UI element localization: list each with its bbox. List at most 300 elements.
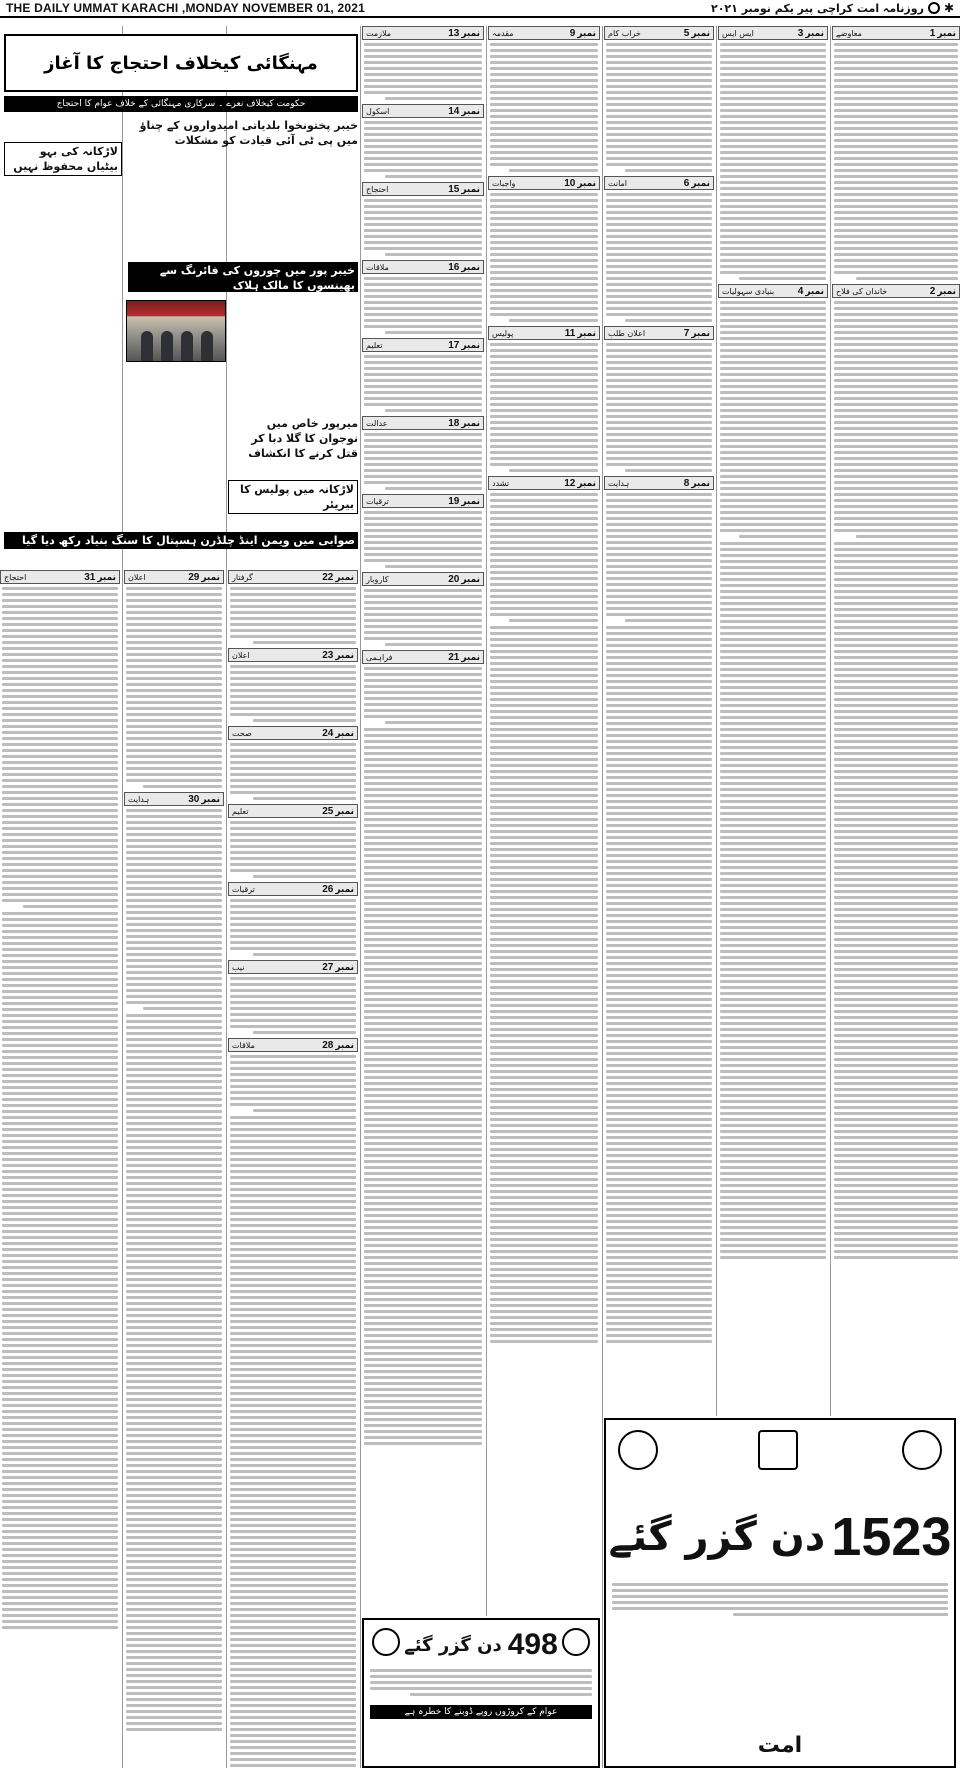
text-line [606,571,712,574]
text-line [364,974,482,977]
news-item-body [124,587,224,788]
text-line [126,1284,222,1287]
text-line [230,1224,356,1227]
text-line [230,707,356,710]
text-line [720,1004,826,1007]
text-line [2,1524,118,1527]
text-line [834,391,958,394]
text-line [2,1122,118,1125]
text-line [490,752,598,755]
news-item-header [362,338,484,352]
text-line [490,860,598,863]
text-line [126,965,222,968]
text-line [834,968,958,971]
text-line [490,902,598,905]
news-item-topic: ہدایت [608,478,630,488]
column-rule [122,26,123,1768]
text-line [720,854,826,857]
text-line [230,929,356,932]
text-line [490,1202,598,1205]
text-line [230,1164,356,1167]
text-line [606,800,712,803]
text-line [126,1038,222,1041]
text-line [606,668,712,671]
text-line [364,1118,482,1121]
text-line [606,559,712,562]
text-line [720,253,826,256]
text-line [606,914,712,917]
text-line [490,103,598,106]
ad-big-word: دن گزر گئے [608,1514,826,1560]
text-line [606,650,712,653]
text-line [126,1158,222,1161]
text-line [606,211,712,214]
text-line [834,1034,958,1037]
text-line [606,968,712,971]
news-item-number-value: 1 [929,27,936,39]
text-line [606,193,712,196]
text-line [2,617,118,620]
text-line [364,818,482,821]
text-line [2,749,118,752]
news-item-number-prefix: نمبر [335,650,354,661]
column-filler [604,626,714,1343]
text-line [606,583,712,586]
text-line [126,1680,222,1683]
text-line [834,529,958,532]
text-line [2,918,118,921]
column-4 [362,26,484,1616]
news-item-number-prefix: نمبر [335,1040,354,1051]
news-item-number-value: 8 [683,477,690,489]
news-item-body [488,343,600,472]
text-line [126,611,222,614]
text-line [364,1136,482,1139]
text-line [834,980,958,983]
text-line [720,584,826,587]
text-line [143,1007,222,1010]
text-line [490,632,598,635]
text-line [606,626,712,629]
text-line [126,1314,222,1317]
text-line [606,367,712,370]
text-line [2,1128,118,1131]
text-line [230,1410,356,1413]
text-line [720,1130,826,1133]
text-line [606,301,712,304]
text-line [606,499,712,502]
text-line [230,1584,356,1587]
news-item-body [228,899,358,956]
text-line [490,674,598,677]
text-line [490,379,598,382]
text-line [606,1166,712,1169]
text-line [2,1008,118,1011]
text-line [230,1494,356,1497]
text-line [2,1044,118,1047]
text-line [230,1019,356,1022]
text-line [2,1452,118,1455]
text-line [490,734,598,737]
news-item [0,570,120,908]
text-line [720,1052,826,1055]
text-line [230,1085,356,1088]
text-line [126,827,222,830]
text-line [2,899,118,902]
text-line [834,812,958,815]
text-line [364,746,482,749]
text-line [126,1344,222,1347]
text-line [230,1512,356,1515]
text-line [720,1022,826,1025]
text-line [2,647,118,650]
text-line [126,1014,222,1017]
text-line [720,950,826,953]
text-line [834,656,958,659]
text-line [606,205,712,208]
text-line [126,1338,222,1341]
text-line [490,1262,598,1265]
news-item-number [448,184,480,195]
news-item-header [362,494,484,508]
text-line [230,1500,356,1503]
text-line [490,1304,598,1307]
column-filler [832,542,960,1259]
text-line [490,1184,598,1187]
text-line [834,878,958,881]
news-item-topic: کاروبار [366,574,389,584]
text-line [230,1308,356,1311]
text-line [364,1094,482,1097]
photo-figure [201,331,213,361]
text-line [490,349,598,352]
text-line [606,541,712,544]
text-line [606,770,712,773]
text-line [606,854,712,857]
text-line [364,1172,482,1175]
text-line [720,523,826,526]
text-line [126,1062,222,1065]
text-line [126,1140,222,1143]
text-line [834,325,958,328]
text-line [720,794,826,797]
text-line [606,1058,712,1061]
text-line [490,1076,598,1079]
text-line [606,385,712,388]
text-line [720,313,826,316]
text-line [126,647,222,650]
text-line [490,1118,598,1121]
text-line [720,1028,826,1031]
masthead [0,0,960,18]
text-line [2,1596,118,1599]
text-line [720,590,826,593]
news-item-number-value: 15 [448,183,460,195]
text-line [834,1136,958,1139]
text-line [2,1170,118,1173]
text-line [606,1034,712,1037]
text-line [720,1244,826,1247]
text-line [230,1764,356,1767]
text-line [364,752,482,755]
text-line [834,163,958,166]
text-line [606,313,712,316]
text-line [126,1416,222,1419]
text-line [230,1566,356,1569]
text-line [720,109,826,112]
text-line [606,589,712,592]
text-line [606,962,712,965]
text-line [364,367,482,370]
text-line [606,1178,712,1181]
text-line [490,1070,598,1073]
text-line [126,1206,222,1209]
text-line [2,1272,118,1275]
text-line [364,1406,482,1409]
text-line [364,812,482,815]
text-line [2,1248,118,1251]
text-line [126,1194,222,1197]
text-line [606,265,712,268]
text-line [834,908,958,911]
news-item-body [362,355,484,412]
news-item-topic: گرفتار [232,572,253,582]
text-line [364,1142,482,1145]
text-line [490,283,598,286]
text-line [2,942,118,945]
text-line [625,469,712,472]
text-line [364,445,482,448]
news-item-body [124,809,224,1010]
text-line [720,692,826,695]
text-line [126,1050,222,1053]
text-line [834,974,958,977]
text-line [2,1230,118,1233]
text-line [364,691,482,694]
text-line [2,1620,118,1623]
text-line [230,905,356,908]
news-item-number-value: 2 [929,285,936,297]
text-line [126,605,222,608]
text-line [490,710,598,713]
text-line [490,812,598,815]
text-line [834,247,958,250]
text-line [2,587,118,590]
text-line [720,367,826,370]
news-item [228,960,358,1034]
text-line [720,1232,826,1235]
text-line [126,929,222,932]
text-line [490,1034,598,1037]
text-line [490,830,598,833]
text-line [834,331,958,334]
text-line [606,1268,712,1271]
text-line [126,719,222,722]
text-line [2,1416,118,1419]
news-item [362,494,484,568]
text-line [126,1470,222,1473]
text-line [2,827,118,830]
text-line [490,1286,598,1289]
news-item-body [362,121,484,178]
text-line [834,782,958,785]
text-line [720,349,826,352]
text-line [364,1046,482,1049]
text-line [126,755,222,758]
column-5 [488,26,600,1766]
text-line [126,1296,222,1299]
text-line [364,607,482,610]
news-item-number [188,794,220,805]
news-item-topic: بنیادی سہولیات [722,286,775,296]
news-item-topic: تعلیم [366,340,383,350]
text-line [606,415,712,418]
text-line [606,1334,712,1337]
news-item-body [832,301,960,538]
text-line [2,1218,118,1221]
text-line [126,1446,222,1449]
text-line [230,1620,356,1623]
text-line [126,1650,222,1653]
text-line [230,1025,356,1028]
text-line [834,181,958,184]
text-line [834,788,958,791]
text-line [126,695,222,698]
text-line [230,1230,356,1233]
text-line [230,779,356,782]
text-line [606,79,712,82]
text-line [606,535,712,538]
text-line [2,1140,118,1143]
text-line [606,283,712,286]
news-item-topic: عدالت [366,418,388,428]
news-item-number-value: 10 [564,177,576,189]
text-line [364,235,482,238]
text-line [834,944,958,947]
news-item-number [564,478,596,489]
text-line [364,667,482,670]
text-line [230,1254,356,1257]
text-line [126,749,222,752]
text-line [230,1103,356,1106]
text-line [834,740,958,743]
news-item-number-value: 20 [448,573,460,585]
text-line [2,707,118,710]
news-item [718,284,828,538]
column-2 [124,570,224,1770]
news-item-number-prefix: نمبر [461,496,480,507]
column-8 [832,26,960,1416]
text-line [606,1304,712,1307]
text-line [490,1160,598,1163]
text-line [126,1716,222,1719]
text-line [720,1010,826,1013]
text-line [2,1356,118,1359]
text-line [490,253,598,256]
text-line [126,1500,222,1503]
text-line [2,767,118,770]
text-line [364,1202,482,1205]
text-line [834,475,958,478]
text-line [490,457,598,460]
text-line [490,595,598,598]
news-item-number-prefix: نمبر [335,728,354,739]
text-line [364,1226,482,1229]
text-line [834,1004,958,1007]
text-line [490,1142,598,1145]
text-line [364,800,482,803]
text-line [720,175,826,178]
text-line [2,599,118,602]
text-line [720,1196,826,1199]
text-line [490,55,598,58]
text-line [606,872,712,875]
text-line [490,151,598,154]
text-line [385,487,482,490]
text-line [720,644,826,647]
text-line [364,824,482,827]
text-line [2,954,118,957]
text-line [720,163,826,166]
text-line [364,523,482,526]
text-line [364,79,482,82]
text-line [490,67,598,70]
text-line [230,1146,356,1149]
text-line [720,1184,826,1187]
text-line [834,818,958,821]
text-line [834,698,958,701]
news-item-topic: ملاقات [366,262,389,272]
text-line [230,683,356,686]
text-line [230,1428,356,1431]
text-line [364,289,482,292]
news-item-header [604,176,714,190]
news-item-topic: ہدایت [128,794,150,804]
column-rule [486,26,487,1616]
text-line [364,1064,482,1067]
text-line [2,1470,118,1473]
text-line [2,1482,118,1485]
text-line [230,1614,356,1617]
news-item-number-prefix: نمبر [461,418,480,429]
news-item-body [488,43,600,172]
text-line [2,1188,118,1191]
text-line [720,439,826,442]
text-line [720,55,826,58]
text-line [126,671,222,674]
text-line [720,331,826,334]
text-line [364,325,482,328]
text-line [126,1278,222,1281]
text-line [834,1094,958,1097]
text-line [606,866,712,869]
text-line [606,61,712,64]
text-line [834,223,958,226]
text-line [126,971,222,974]
news-item-number [322,650,354,661]
text-line [834,229,958,232]
text-line [720,620,826,623]
text-line [490,1250,598,1253]
text-line [230,1734,356,1737]
text-line [720,668,826,671]
text-line [364,1280,482,1283]
text-line [490,193,598,196]
text-line [834,385,958,388]
text-line [2,1320,118,1323]
text-line [126,1122,222,1125]
text-line [606,896,712,899]
